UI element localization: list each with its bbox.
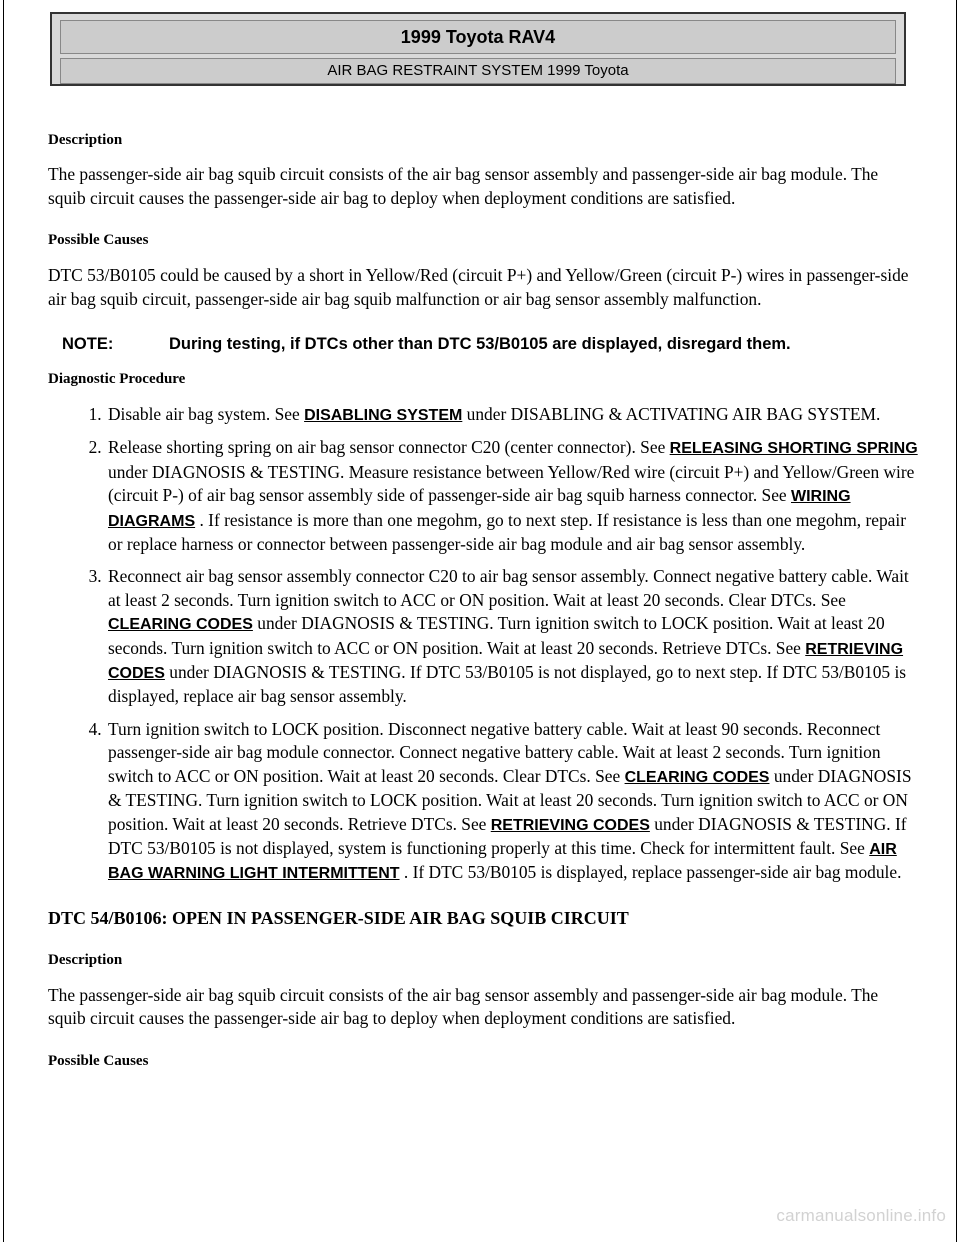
possible-causes-heading: Possible Causes [48,232,149,248]
disabling-system-link[interactable]: DISABLING SYSTEM [304,407,463,424]
note-text: During testing, if DTCs other than DTC 53/B0105 are displayed, disregard them. [169,335,791,353]
retrieving-codes-link[interactable]: RETRIEVING CODES [108,640,904,683]
header-subtitle: AIR BAG RESTRAINT SYSTEM 1999 Toyota [60,58,896,84]
watermark: carmanualsonline.info [776,1206,946,1225]
description-paragraph: The passenger-side air bag squib circuit consists of the air bag sensor assembly and passenger-side air bag module. The squib circuit causes the passenger-side air bag to deploy when deployment conditions are satisfied. [48,164,879,208]
air-bag-warning-light-intermittent-link[interactable]: AIR BAG WARNING LIGHT INTERMITTENT [108,840,897,883]
note-box [48,333,920,355]
possible-causes-heading: Possible Causes [48,1052,149,1069]
retrieving-codes-link[interactable]: RETRIEVING CODES [490,816,650,834]
left-page-rule [3,0,4,1242]
diagnostic-procedure-heading: Diagnostic Procedure [48,371,186,387]
clearing-codes-link[interactable]: CLEARING CODES [108,616,253,634]
procedure-step-4: 4. Turn ignition switch to LOCK position. Disconnect negative battery cable. Wait at least 90 seconds. Reconnect passenger-side air bag module connector. Connect negative battery cable. Wait at least 2 seconds. Turn ignition switch to ACC or ON position. Wait at least 20 seconds. Clear DTCs. See CLEARING CODES under DIAGNOSIS & TESTING. Turn ignition switch to LOCK position. Wait at least 20 seconds. Turn ignition switch to ACC or ON position. Wait at least 20 seconds. Retrieve DTCs. See RETRIEVING CODES under DIAGNOSIS & TESTING. If DTC 53/B0105 is not displayed, system is functioning properly at this time. Check for intermittent fault. See AIR BAG WARNING LIGHT INTERMITTENT . If DTC 53/B0105 is displayed, replace passenger-side air bag module. [106,718,920,886]
description-heading: Description [48,951,123,968]
right-page-rule [956,0,957,1242]
clearing-codes-link[interactable]: CLEARING CODES [624,768,770,786]
header-title: 1999 Toyota RAV4 [60,20,896,54]
dtc-54-section-title: DTC 54/B0106: OPEN IN PASSENGER-SIDE AIR BAG SQUIB CIRCUIT [48,907,629,928]
document-body [48,130,920,1071]
wiring-diagrams-link[interactable]: WIRING DIAGRAMS [108,488,851,530]
document-header [50,12,906,86]
description-heading: Description [48,132,123,148]
note-label: NOTE: [62,335,114,353]
procedure-steps [48,403,920,886]
procedure-step-3: 3. Reconnect air bag sensor assembly connector C20 to air bag sensor assembly. Connect negative battery cable. Wait at least 2 seconds. Turn ignition switch to ACC or ON position. Wait at least 20 seconds. Clear DTCs. See CLEARING CODES under DIAGNOSIS & TESTING. Turn ignition switch to LOCK position. Wait at least 20 seconds. Turn ignition switch to ACC or ON position. Wait at least 20 seconds. Retrieve DTCs. See RETRIEVING CODES under DIAGNOSIS & TESTING. If DTC 53/B0105 is not displayed, go to next step. If DTC 53/B0105 is displayed, replace air bag sensor assembly. [106,565,920,708]
procedure-step-2: 2. Release shorting spring on air bag sensor connector C20 (center connector). See RELEASING SHORTING SPRING under DIAGNOSIS & TESTING. Measure resistance between Yellow/Red wire (circuit P+) and Yellow/Green wire (circuit P-) of air bag sensor assembly side of passenger-side air bag squib harness connector. See WIRING DIAGRAMS . If resistance is more than one megohm, go to next step. If resistance is less than one megohm, repair or replace harness or connector between passenger-side air bag module and air bag sensor assembly. [106,436,920,556]
procedure-step-1: 1. Disable air bag system. See DISABLING SYSTEM under DISABLING & ACTIVATING AIR BAG SYSTEM. [106,403,920,427]
description-paragraph: The passenger-side air bag squib circuit consists of the air bag sensor assembly and passenger-side air bag module. The squib circuit causes the passenger-side air bag to deploy when deployment conditions are satisfied. [48,984,879,1029]
possible-causes-paragraph: DTC 53/B0105 could be caused by a short in Yellow/Red (circuit P+) and Yellow/Green (circuit P-) wires in passenger-side air bag squib circuit, passenger-side air bag squib malfunction or air bag sensor assembly malfunction. [48,265,909,309]
releasing-shorting-spring-link[interactable]: RELEASING SHORTING SPRING [669,440,918,458]
